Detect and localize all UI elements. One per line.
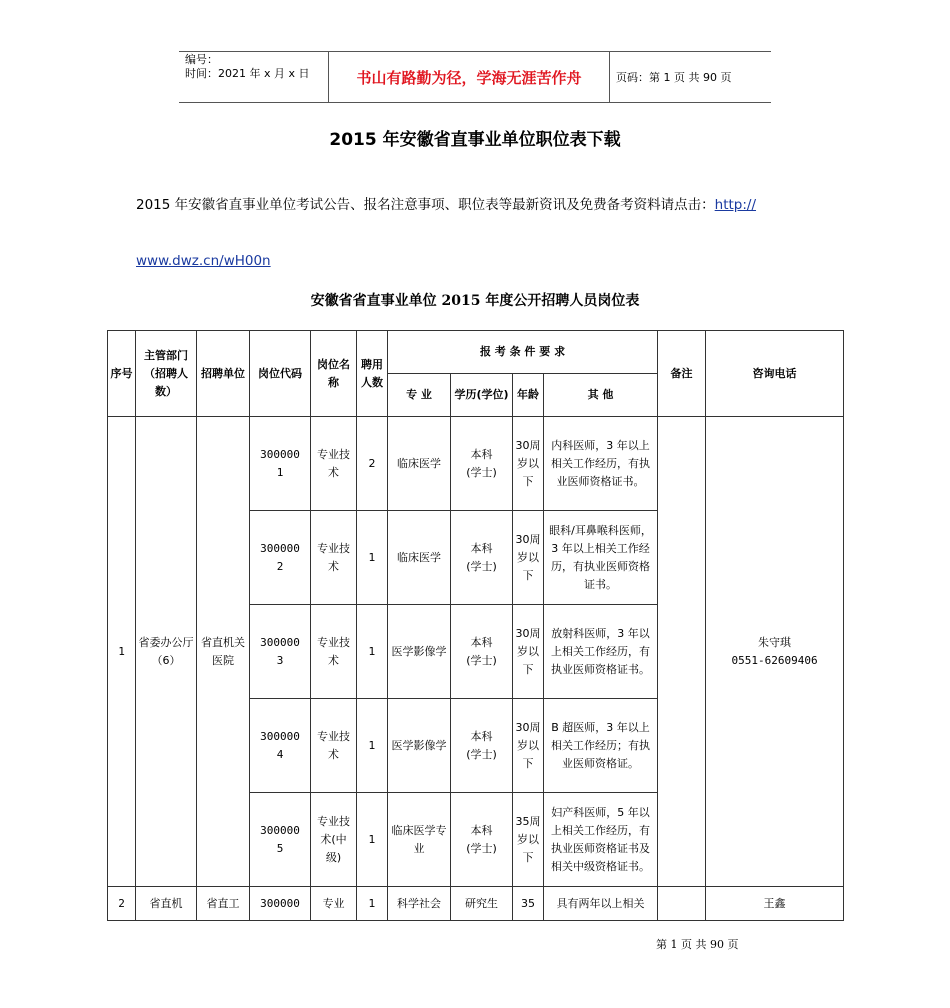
row-code: 300000 1 bbox=[250, 417, 311, 511]
row-age: 35 bbox=[513, 887, 544, 921]
table-title: 安徽省省直事业单位 2015 年度公开招聘人员岗位表 bbox=[310, 293, 640, 309]
row-seq: 1 bbox=[108, 417, 136, 887]
intro-text: 2015 年安徽省直事业单位考试公告、报名注意事项、职位表等最新资讯及免费备考资料请点击： bbox=[136, 197, 715, 213]
table-row bbox=[108, 887, 844, 921]
row-count: 1 bbox=[357, 511, 388, 605]
row-phone bbox=[706, 417, 844, 887]
time-label: 时间：2021 年 x 月 x 日 bbox=[185, 67, 310, 80]
header-age: 年龄 bbox=[513, 374, 544, 417]
row-count: 1 bbox=[357, 605, 388, 699]
header-other: 其 他 bbox=[544, 374, 658, 417]
document-title: 2015 年安徽省直事业单位职位表下载 bbox=[329, 130, 621, 150]
row-post: 专业技术(中级) bbox=[311, 793, 357, 887]
row-other: 眼科/耳鼻喉科医师，3 年以上相关工作经历，有执业医师资格证书。 bbox=[544, 511, 658, 605]
row-other: 具有两年以上相关 bbox=[544, 887, 658, 921]
row-age: 30周岁以下 bbox=[513, 699, 544, 793]
table-row bbox=[108, 417, 844, 511]
row-code: 300000 4 bbox=[250, 699, 311, 793]
page-footer: 第 1 页 共 90 页 bbox=[656, 938, 739, 951]
contact-name: 朱守琪 bbox=[758, 635, 792, 649]
header-count: 聘用人数 bbox=[357, 331, 388, 417]
positions-table bbox=[107, 330, 844, 921]
intro-link-part1[interactable]: http:// bbox=[714, 197, 757, 213]
row-code: 300000 3 bbox=[250, 605, 311, 699]
row-count: 1 bbox=[357, 887, 388, 921]
row-edu: 本科 (学士) bbox=[451, 417, 513, 511]
row-age: 30周岁以下 bbox=[513, 605, 544, 699]
row-unit: 省直机关医院 bbox=[197, 417, 250, 887]
header-page-label: 页码：第 1 页 共 90 页 bbox=[616, 71, 732, 84]
row-post: 专业技术 bbox=[311, 605, 357, 699]
row-edu: 本科 (学士) bbox=[451, 605, 513, 699]
row-remark bbox=[658, 417, 706, 887]
row-other: 放射科医师，3 年以上相关工作经历，有执业医师资格证书。 bbox=[544, 605, 658, 699]
row-dept: 省直机 bbox=[136, 887, 197, 921]
row-major: 医学影像学 bbox=[388, 699, 451, 793]
row-count: 1 bbox=[357, 793, 388, 887]
header-dept: 主管部门（招聘人数） bbox=[136, 331, 197, 417]
header-motto: 书山有路勤为径，学海无涯苦作舟 bbox=[329, 52, 610, 102]
page-header bbox=[179, 51, 771, 103]
contact-phone: 0551-62609406 bbox=[731, 653, 818, 667]
row-dept: 省委办公厅（6） bbox=[136, 417, 197, 887]
row-code: 300000 5 bbox=[250, 793, 311, 887]
header-row-1 bbox=[108, 331, 844, 374]
row-phone: 王鑫 bbox=[706, 887, 844, 921]
row-seq: 2 bbox=[108, 887, 136, 921]
row-other: B 超医师，3 年以上相关工作经历；有执业医师资格证。 bbox=[544, 699, 658, 793]
header-major: 专 业 bbox=[388, 374, 451, 417]
header-remark: 备注 bbox=[658, 331, 706, 417]
row-count: 1 bbox=[357, 699, 388, 793]
row-edu: 本科 (学士) bbox=[451, 511, 513, 605]
row-other: 内科医师，3 年以上相关工作经历，有执业医师资格证书。 bbox=[544, 417, 658, 511]
row-post: 专业 bbox=[311, 887, 357, 921]
row-post: 专业技术 bbox=[311, 699, 357, 793]
row-other: 妇产科医师，5 年以上相关工作经历，有执业医师资格证书及相关中级资格证书。 bbox=[544, 793, 658, 887]
header-code: 岗位代码 bbox=[250, 331, 311, 417]
row-age: 30周岁以下 bbox=[513, 511, 544, 605]
row-edu: 研究生 bbox=[451, 887, 513, 921]
header-phone: 咨询电话 bbox=[706, 331, 844, 417]
row-remark bbox=[658, 887, 706, 921]
row-unit: 省直工 bbox=[197, 887, 250, 921]
row-code: 300000 2 bbox=[250, 511, 311, 605]
number-label: 编号： bbox=[185, 53, 218, 66]
row-age: 35周岁以下 bbox=[513, 793, 544, 887]
header-post: 岗位名称 bbox=[311, 331, 357, 417]
header-edu: 学历(学位) bbox=[451, 374, 513, 417]
header-requirements: 报 考 条 件 要 求 bbox=[388, 331, 658, 374]
row-major: 医学影像学 bbox=[388, 605, 451, 699]
header-seq: 序号 bbox=[108, 331, 136, 417]
row-post: 专业技术 bbox=[311, 417, 357, 511]
row-major: 临床医学 bbox=[388, 417, 451, 511]
intro-paragraph bbox=[136, 177, 856, 289]
row-edu: 本科 (学士) bbox=[451, 699, 513, 793]
row-age: 30周岁以下 bbox=[513, 417, 544, 511]
row-code: 300000 bbox=[250, 887, 311, 921]
row-edu: 本科 (学士) bbox=[451, 793, 513, 887]
header-meta bbox=[179, 52, 329, 102]
row-count: 2 bbox=[357, 417, 388, 511]
row-major: 临床医学 bbox=[388, 511, 451, 605]
row-post: 专业技术 bbox=[311, 511, 357, 605]
row-major: 科学社会 bbox=[388, 887, 451, 921]
intro-link-part2[interactable]: www.dwz.cn/wH00n bbox=[136, 253, 271, 269]
header-unit: 招聘单位 bbox=[197, 331, 250, 417]
row-major: 临床医学专业 bbox=[388, 793, 451, 887]
